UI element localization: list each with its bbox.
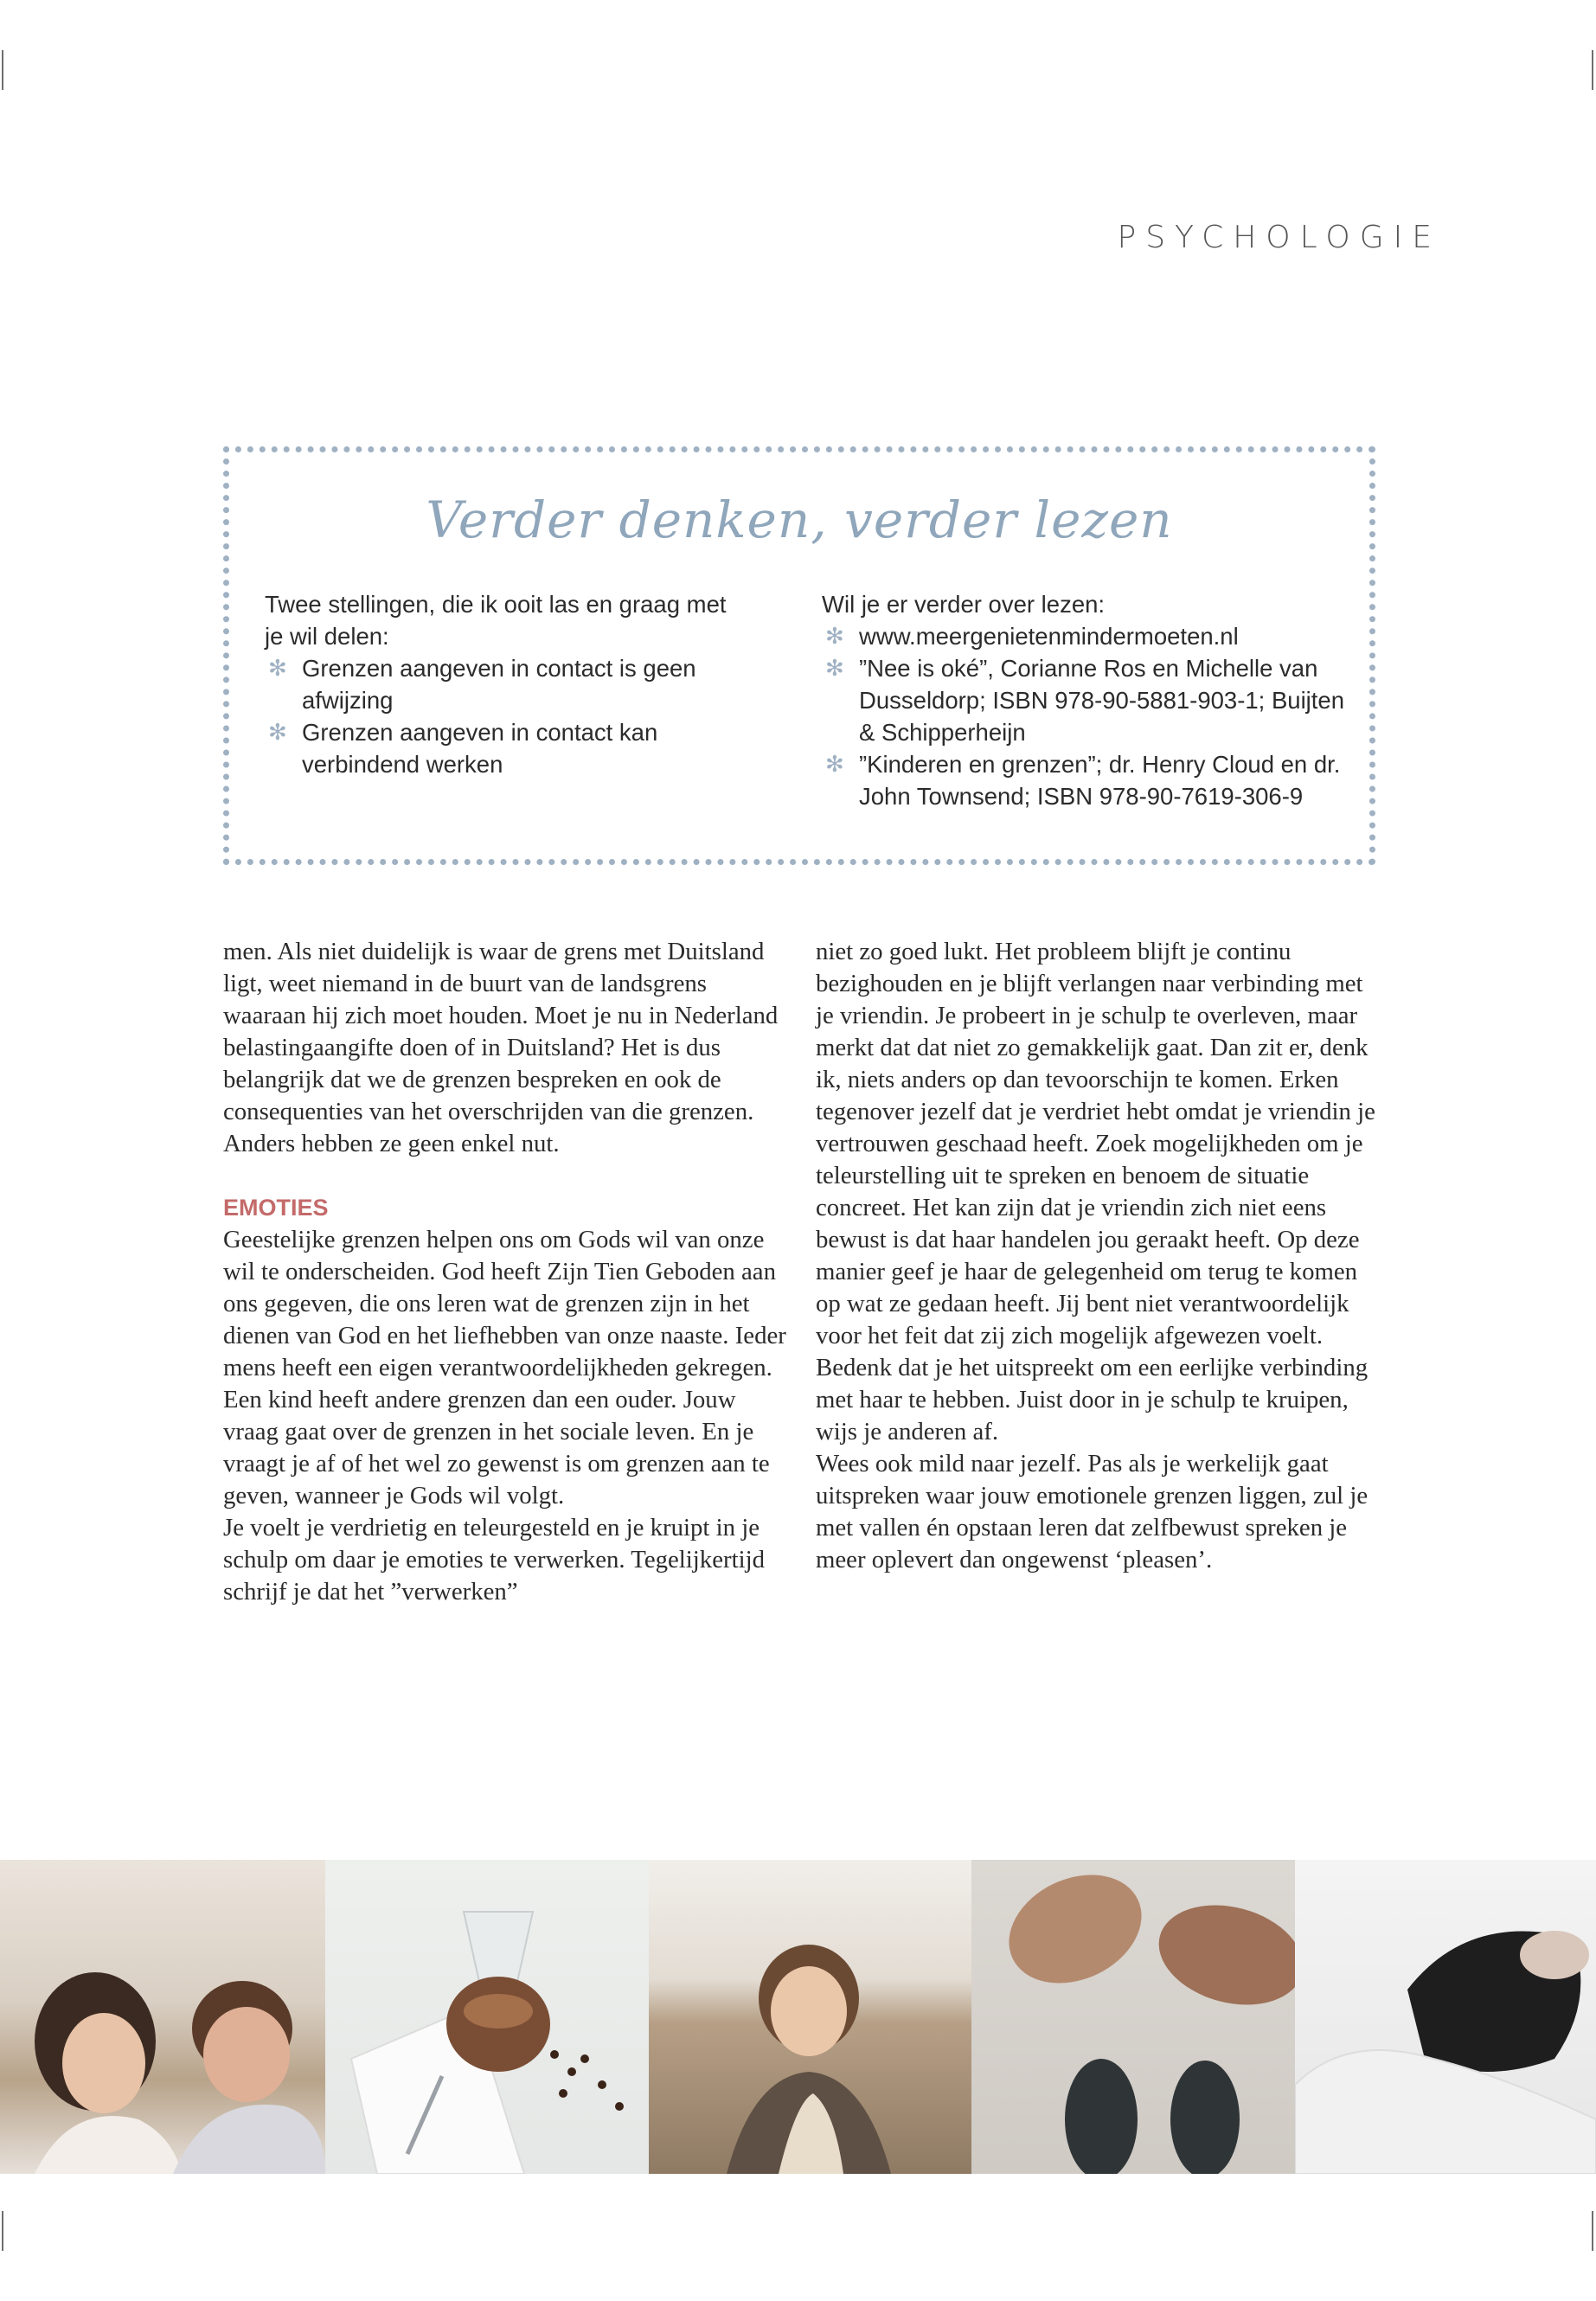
paragraph: men. Als niet duidelijk is waar de grens met Duitsland ligt, weet niemand in de buurt van de landsgrens waaraan hij zich moet houden. Moet je nu in Nederland belastingaangifte doen of in Duitsland? Het is dus belangrijk dat we de grenzen bespreken en ook de consequenties van het overschrijden van die grenzen. Anders hebben ze geen enkel nut.: [223, 938, 779, 1157]
section-label: PSYCHOLOGIE: [1117, 220, 1441, 255]
box-left-column: [265, 588, 749, 780]
paragraph: Wees ook mild naar jezelf. Pas als je werkelijk gaat uitspreken waar jouw emotionele grenzen liggen, zul je met vallen én opstaan leren dat zelfbewust spreken je meer oplevert dan ongewenst ‘pleasen’.: [816, 1450, 1368, 1574]
crop-mark-bottom-right: [1592, 2211, 1593, 2251]
asterisk-bullet-icon: ✻: [268, 655, 287, 681]
photo-smiling-woman-field: [649, 1860, 971, 2174]
box-right-list: [822, 620, 1358, 812]
box-right-intro: Wil je er verder over lezen:: [822, 591, 1106, 618]
photo-woman-hand-on-head: [1295, 1860, 1596, 2174]
list-item: ✻ ”Kinderen en grenzen”; dr. Henry Cloud en dr. John Townsend; ISBN 978-90-7619-306-9: [822, 748, 1358, 812]
list-item: ✻ ”Nee is oké”, Corianne Ros en Michelle van Dusseldorp; ISBN 978-90-5881-903-1; Buijten & Schipperheijn: [822, 652, 1358, 748]
article-column-right: [816, 936, 1382, 1576]
box-right-column: [822, 588, 1358, 812]
article-column-left: [223, 936, 790, 1608]
paragraph: niet zo goed lukt. Het probleem blijft je continu bezighouden en je blijft verlangen naar verbinding met je vriendin. Je probeert in je schulp te overleven, maar merkt dat dat niet zo gemakkelijk gaat. Dan zit er, denk ik, niets anders op dan tevoorschijn te komen. Erken tegenover jezelf dat je verdriet hebt omdat je vriendin je vertrouwen geschaad heeft. Zoek mogelijkheden om je teleurstelling uit te spreken en benoem de situatie concreet. Het kan zijn dat je vriendin zich niet eens bewust is dat haar handelen jou geraakt heeft. Op deze manier geef je haar de gelegenheid om terug te komen op wat ze gedaan heeft. Jij bent niet verantwoordelijk voor het feit dat zij zich mogelijk afgewezen voelt. Bedenk dat je het uitspreekt om een eerlijke verbinding met haar te hebben. Juist door in je schulp te kruipen, wijs je anderen af.: [816, 938, 1375, 1445]
asterisk-bullet-icon: ✻: [825, 751, 844, 777]
list-item: ✻ Grenzen aangeven in contact is geen afwijzing: [265, 652, 749, 716]
asterisk-bullet-icon: ✻: [825, 623, 844, 649]
photo-laughing-couple: [0, 1860, 325, 2174]
website-link[interactable]: www.meergenietenmindermoeten.nl: [859, 623, 1239, 650]
crop-mark-top-left: [2, 50, 3, 90]
box-left-list: [265, 652, 749, 780]
box-left-intro: Twee stellingen, die ik ooit las en graag met je wil delen:: [265, 591, 727, 650]
further-reading-box: [223, 446, 1375, 865]
asterisk-bullet-icon: ✻: [825, 655, 844, 681]
paragraph: Geestelijke grenzen helpen ons om Gods wil van onze wil te onderscheiden. God heeft Zijn Tien Geboden aan ons gegeven, die ons leren wat de grenzen zijn in het dienen van God en het liefhebben van onze naaste. Ieder mens heeft een eigen verantwoordelijkheden gekregen. Een kind heeft andere grenzen dan een ouder. Jouw vraag gaat over de grenzen in het sociale leven. En je vraagt je af of het wel zo gewenst is om grenzen aan te geven, wanneer je Gods wil volgt.: [223, 1226, 786, 1509]
list-item: [822, 620, 1358, 652]
asterisk-bullet-icon: ✻: [268, 719, 287, 745]
box-title: Verder denken, verder lezen: [426, 490, 1173, 549]
crop-mark-bottom-left: [2, 2211, 3, 2251]
photo-strip: [0, 1860, 1596, 2174]
photo-coffee-and-notebook: [325, 1860, 649, 2174]
paragraph: Je voelt je verdrietig en teleurgesteld en je kruipt in je schulp om daar je emoties te verwerken. Tegelijkertijd schrijf je dat het ”verwerken”: [223, 1514, 765, 1606]
photo-shoes-on-floor: [971, 1860, 1295, 2174]
section-heading: EMOTIES: [223, 1195, 329, 1221]
list-item: ✻ Grenzen aangeven in contact kan verbindend werken: [265, 716, 749, 780]
crop-mark-top-right: [1592, 50, 1593, 90]
